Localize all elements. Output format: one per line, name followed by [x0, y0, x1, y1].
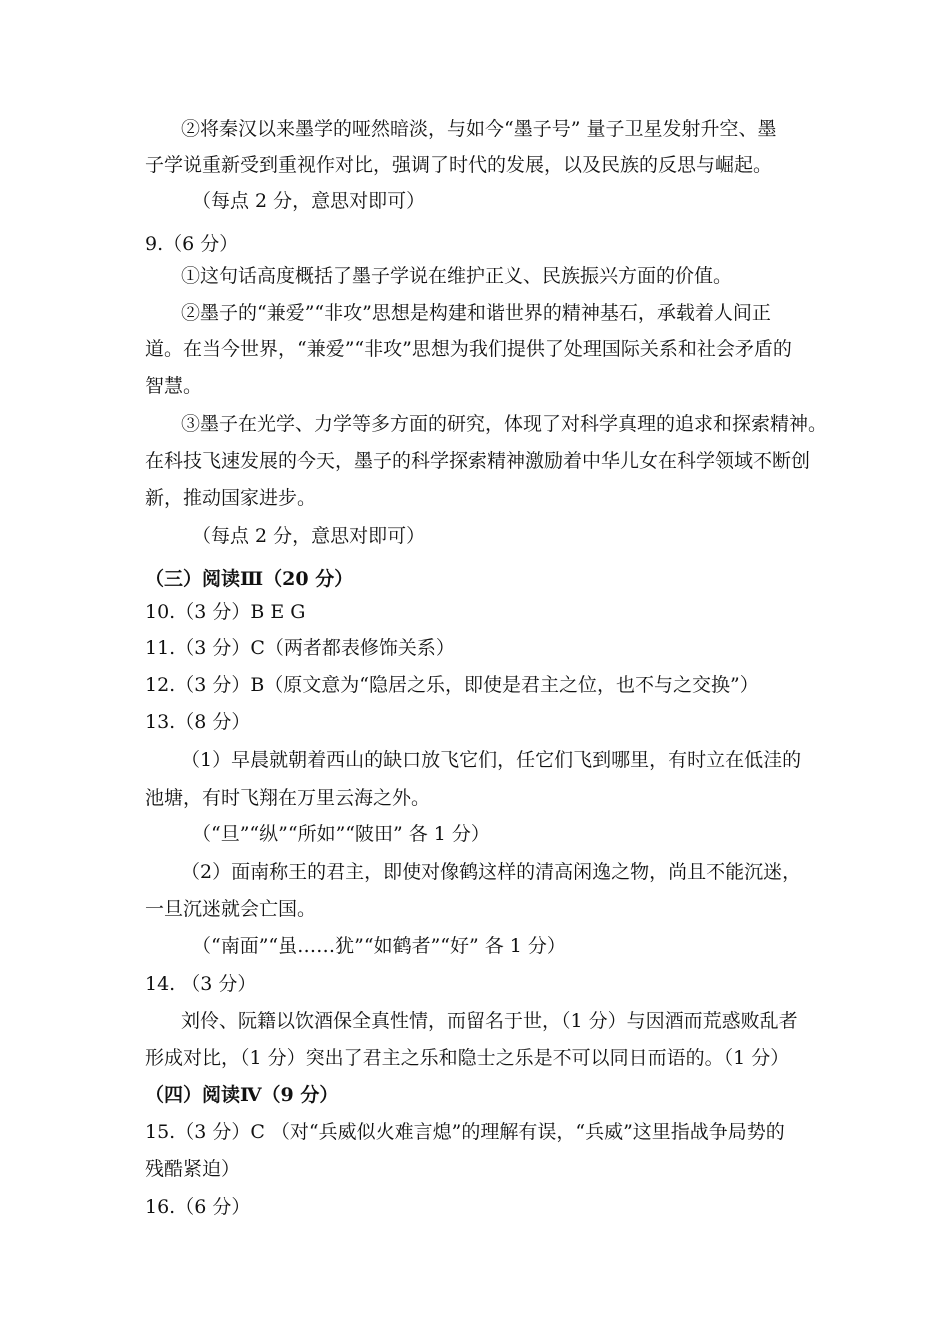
text-line: ③墨子在光学、力学等多方面的研究，体现了对科学真理的追求和探索精神。	[181, 413, 828, 435]
question-heading: 13.（8 分）	[145, 711, 251, 733]
text-line: 道。在当今世界，“兼爱”“非攻”思想为我们提供了处理国际关系和社会矛盾的	[145, 338, 792, 360]
text-line: （每点 2 分，意思对即可）	[192, 190, 426, 212]
text-line: ②墨子的“兼爱”“非攻”思想是构建和谐世界的精神基石，承载着人间正	[181, 302, 771, 324]
answer-line: 11.（3 分）C（两者都表修饰关系）	[145, 637, 455, 659]
text-line: （“南面”“虽……犹”“如鹤者”“好” 各 1 分）	[192, 935, 566, 957]
text-line: （“旦”“纵”“所如”“陂田” 各 1 分）	[192, 823, 490, 845]
text-line: 残酷紧迫）	[145, 1158, 241, 1180]
text-line: （每点 2 分，意思对即可）	[192, 525, 426, 547]
text-line: 在科技飞速发展的今天，墨子的科学探索精神激励着中华儿女在科学领域不断创	[145, 450, 811, 472]
section-heading: （四）阅读Ⅳ（9 分）	[145, 1084, 339, 1106]
text-line: ①这句话高度概括了墨子学说在维护正义、民族振兴方面的价值。	[181, 265, 733, 287]
text-line: （1）早晨就朝着西山的缺口放飞它们，任它们飞到哪里，有时立在低洼的	[181, 749, 802, 771]
answer-line: 15.（3 分）C （对“兵威似火难言熄”的理解有误，“兵威”这里指战争局势的	[145, 1121, 785, 1143]
question-heading: 14. （3 分）	[145, 973, 257, 995]
text-line: 形成对比，（1 分）突出了君主之乐和隐士之乐是不可以同日而语的。（1 分）	[145, 1047, 790, 1069]
answer-line: 12.（3 分）B（原文意为“隐居之乐，即使是君主之位，也不与之交换”）	[145, 674, 759, 696]
text-line: 新，推动国家进步。	[145, 487, 317, 509]
text-line: 子学说重新受到重视作对比，强调了时代的发展，以及民族的反思与崛起。	[145, 154, 773, 176]
text-line: 池塘，有时飞翔在万里云海之外。	[145, 787, 431, 809]
text-line: 一旦沉迷就会亡国。	[145, 898, 317, 920]
section-heading: （三）阅读Ⅲ（20 分）	[145, 568, 354, 590]
text-line: 智慧。	[145, 375, 203, 397]
text-line: ②将秦汉以来墨学的哑然暗淡，与如今“墨子号” 量子卫星发射升空、墨	[181, 118, 777, 140]
question-heading: 16.（6 分）	[145, 1196, 251, 1218]
text-line: （2）面南称王的君主，即使对像鹤这样的清高闲逸之物，尚且不能沉迷，	[181, 861, 802, 883]
answer-line: 10.（3 分）B E G	[145, 601, 306, 623]
question-heading: 9.（6 分）	[145, 233, 239, 255]
text-line: 刘伶、阮籍以饮酒保全真性情，而留名于世，（1 分）与因酒而荒惑败乱者	[181, 1010, 798, 1032]
